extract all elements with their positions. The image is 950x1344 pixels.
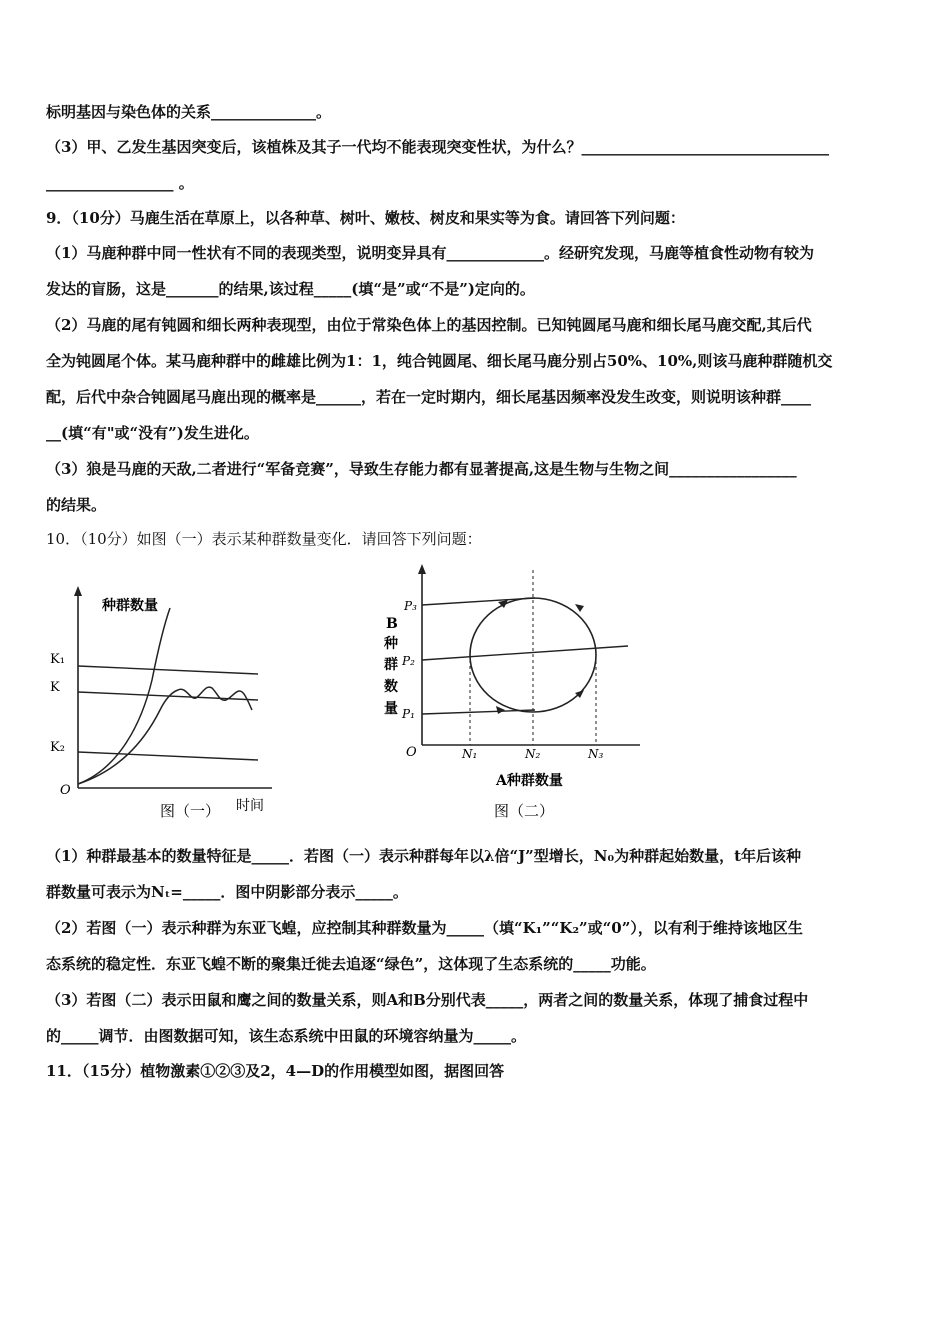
figure-2-p1-label: P₁ <box>402 707 415 721</box>
question-9-2: （2）马鹿的尾有钝圆和细长两种表现型，由位于常染色体上的基因控制。已知钝圆尾马鹿和细长尾马鹿交配,其后代 <box>46 316 812 334</box>
figure-1-k2-label: K₂ <box>50 740 65 755</box>
figure-1-k-label: K <box>50 680 60 695</box>
figure-1-caption: 图（一） <box>160 802 221 820</box>
question-10-1-cont: 群数量可表示为Nₜ=_____．图中阴影部分表示_____。 <box>46 883 408 901</box>
figure-1-k1-label: K₁ <box>50 652 65 667</box>
figure-1-k1-line <box>78 666 258 674</box>
figure-1-xlabel: 时间 <box>236 798 264 814</box>
question-9-2-cont-1: 全为钝圆尾个体。某马鹿种群中的雌雄比例为1：1，纯合钝圆尾、细长尾马鹿分别占50%、10%,则该马鹿种群随机交 <box>46 352 833 370</box>
question-10-3-cont: 的_____调节．由图数据可知，该生态系统中田鼠的环境容纳量为_____。 <box>46 1027 527 1045</box>
figure-2-p2-line <box>422 646 628 660</box>
text-line-1: 标明基因与染色体的关系______________。 <box>46 103 332 121</box>
figure-2-n3-label: N₃ <box>588 747 604 761</box>
figure-2-arrow-bottom <box>496 706 505 714</box>
question-11-heading-text: 11．（15分）植物激素①②③及2，4—D的作用模型如图，据图回答 <box>46 1062 505 1080</box>
question-10-3: （3）若图（二）表示田鼠和鹰之间的数量关系，则A和B分别代表_____，两者之间的数量关系，体现了捕食过程中 <box>46 991 809 1009</box>
figure-2-n1-label: N₁ <box>462 747 478 761</box>
figure-2-ylabel-b: B <box>386 616 398 632</box>
question-9-1-cont: 发达的盲肠，这是_______的结果,该过程_____(填“是”或“不是”)定向的。 <box>46 280 535 298</box>
figure-2-n2-label: N₂ <box>525 747 541 761</box>
figure-1-s-curve <box>78 687 252 784</box>
question-9-3-cont: 的结果。 <box>46 496 107 514</box>
question-10-heading: 10．（10分）如图（一）表示某种群数量变化．请回答下列问题： <box>46 530 482 548</box>
question-9-2-cont-3: __(填“有"或“没有”)发生进化。 <box>46 424 259 442</box>
question-9-heading-text: 9．（10分）马鹿生活在草原上，以各种草、树叶、嫩枝、树皮和果实等为食。请回答下列问题： <box>46 209 685 227</box>
question-9-3: （3）狼是马鹿的天敌,二者进行“军备竞赛”，导致生存能力都有显著提高,这是生物与生物之间_________________ <box>46 460 797 478</box>
figure-2-p3-label: P₃ <box>404 599 417 613</box>
figure-2-caption: 图（二） <box>494 802 555 820</box>
figure-1-y-arrow <box>74 586 82 596</box>
figure-1 <box>40 570 280 830</box>
question-9-heading <box>46 208 685 228</box>
figure-1-k2-line <box>78 752 258 760</box>
figure-2-y-arrow <box>418 564 426 574</box>
question-8-3: （3）甲、乙发生基因突变后，该植株及其子一代均不能表现突变性状，为什么？_________________________________ <box>46 138 829 156</box>
question-10-2: （2）若图（一）表示种群为东亚飞蝗，应控制其种群数量为_____（填“K₁”“K₂”或“0”），以有利于维持该地区生 <box>46 919 803 937</box>
figure-2-origin: O <box>406 745 417 760</box>
figure-2-arrow-right-top <box>575 604 584 612</box>
figure-2-ylabel-4: 量 <box>384 701 398 717</box>
question-10-1: （1）种群最基本的数量特征是_____．若图（一）表示种群每年以λ倍“J”型增长，N₀为种群起始数量，t年后该种 <box>46 847 802 865</box>
figure-2-p2-label: P₂ <box>402 654 415 668</box>
question-9-2-cont-2: 配，后代中杂合钝圆尾马鹿出现的概率是______，若在一定时期内，细长尾基因频率没发生改变，则说明该种群____ <box>46 388 812 406</box>
question-11-heading <box>46 1061 504 1081</box>
figure-2-xlabel: A种群数量 <box>496 773 563 789</box>
figure-1-ylabel: 种群数量 <box>102 598 158 614</box>
question-10-2-cont: 态系统的稳定性．东亚飞蝗不断的聚集迁徙去追逐“绿色”，这体现了生态系统的_____功能。 <box>46 955 656 973</box>
question-9-1: （1）马鹿种群中同一性状有不同的表现类型，说明变异具有_____________。经研究发现，马鹿等植食性动物有较为 <box>46 244 814 262</box>
answer-blank-line: _________________ 。 <box>46 174 194 192</box>
figure-1-origin: O <box>60 783 71 798</box>
figure-2-ylabel-3: 数 <box>384 679 398 695</box>
figure-2-ylabel-1: 种 <box>384 636 398 652</box>
figure-2-ylabel-2: 群 <box>384 657 398 673</box>
figure-2 <box>370 560 650 830</box>
